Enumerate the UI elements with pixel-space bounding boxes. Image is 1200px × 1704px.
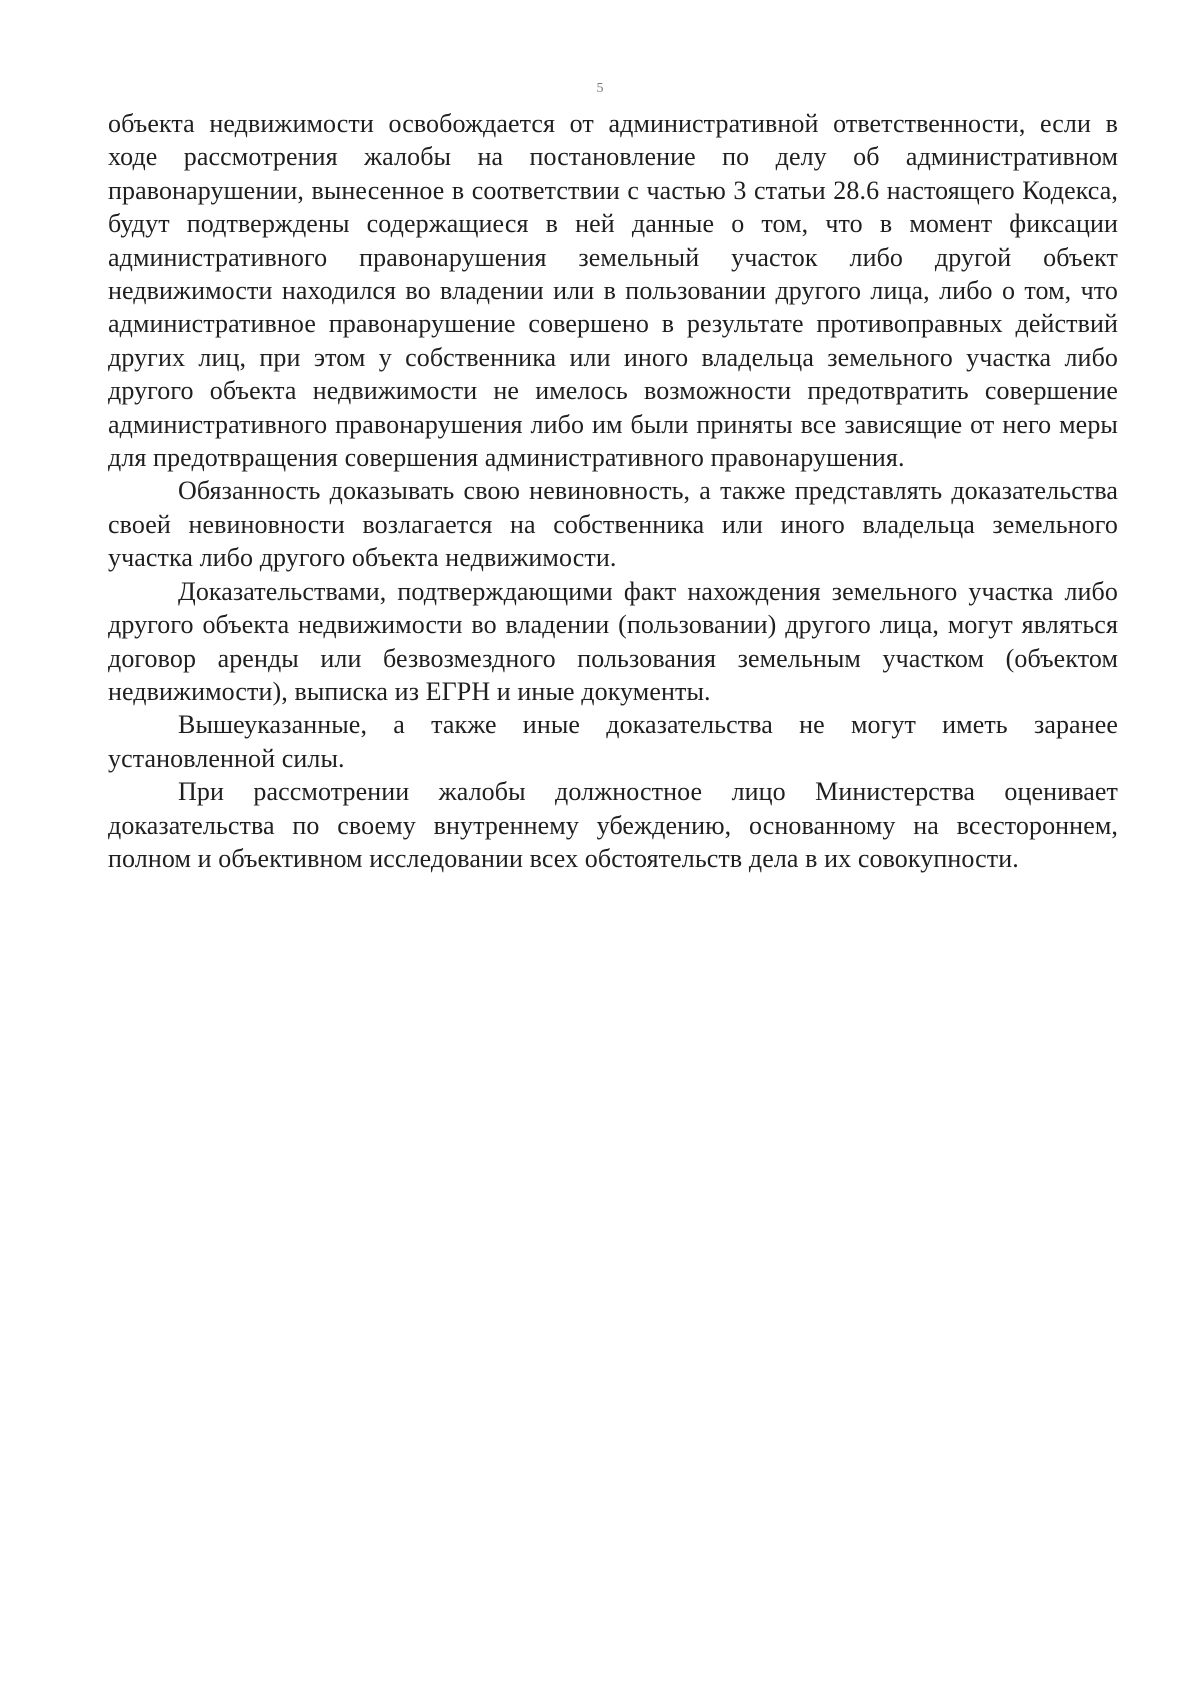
paragraph-burden-of-proof: Обязанность доказывать свою невиновность, а также представлять доказательства своей невиновности возлагается на собственника или иного владельца земельного участка либо другого объекта недвижимости. (108, 476, 1118, 573)
paragraph-evidence-force: Вышеуказанные, а также иные доказательства не могут иметь заранее установленной силы. (108, 710, 1118, 773)
page-number: 5 (596, 81, 604, 96)
paragraph-continuation: объекта недвижимости освобождается от административной ответственности, если в ходе рассмотрения жалобы на постановление по делу об административном правонарушении, вынесенное в соответствии с частью 3 статьи 28.6 настоящего Кодекса, будут подтверждены содержащиеся в ней данные о том, что в момент фиксации административного правонарушения земельный участок либо другой объект недвижимости находился во владении или в пользовании другого лица, либо о том, что административное правонарушение совершено в результате противоправных действий других лиц, при этом у собственника или иного владельца земельного участка либо другого объекта недвижимости не имелось возможности предотвратить совершение административного правонарушения либо им были приняты все зависящие от него меры для предотвращения совершения административного правонарушения. (108, 109, 1118, 473)
document-body (108, 107, 1118, 875)
paragraph-evaluation: При рассмотрении жалобы должностное лицо Министерства оценивает доказательства по своему внутреннему убеждению, основанному на всестороннем, полном и объективном исследовании всех обстоятельств дела в их совокупности. (108, 777, 1118, 873)
paragraph-evidence-types: Доказательствами, подтверждающими факт нахождения земельного участка либо другого объекта недвижимости во владении (пользовании) другого лица, могут являться договор аренды или безвозмездного пользования земельным участком (объектом недвижимости), выписка из ЕГРН и иные документы. (108, 576, 1118, 706)
